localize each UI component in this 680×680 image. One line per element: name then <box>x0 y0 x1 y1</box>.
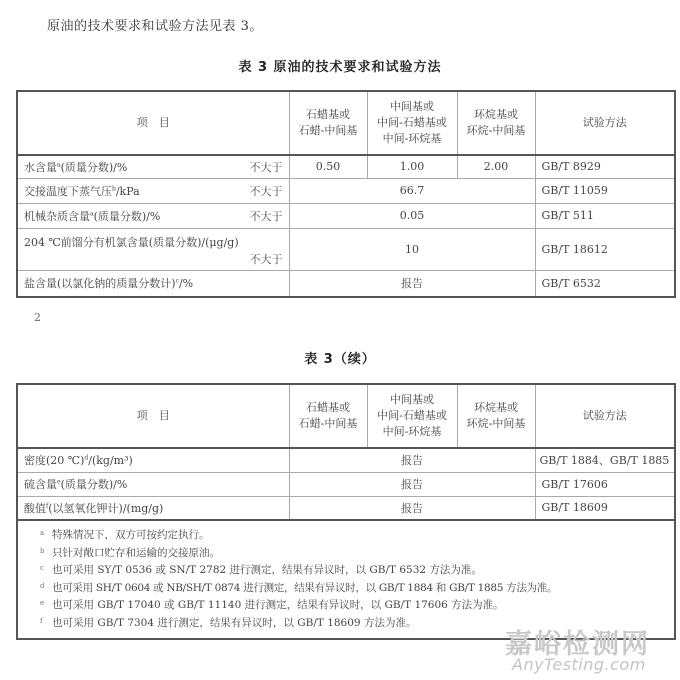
header-naphthenic: 环烷基或 环烷-中间基 <box>457 91 535 155</box>
requirements-table <box>16 90 676 298</box>
value-cell: 10 <box>289 228 535 270</box>
header-item: 项 目 <box>17 91 289 155</box>
header-intermediate: 中间基或 中间-石蜡基或 中间-环烷基 <box>367 91 457 155</box>
page-number: 2 <box>34 311 41 324</box>
method-cell: GB/T 1884、GB/T 1885 <box>535 448 675 472</box>
value-cell: 0.05 <box>289 203 535 228</box>
value-cell: 报告 <box>289 270 535 297</box>
header-item: 项 目 <box>17 384 289 448</box>
header-method: 试验方法 <box>535 91 675 155</box>
table-row <box>17 270 675 297</box>
watermark-en: AnyTesting.com <box>512 655 646 674</box>
table-row <box>17 178 675 203</box>
table-row <box>17 496 675 520</box>
table-header-row <box>17 384 675 448</box>
table-row <box>17 472 675 496</box>
header-naphthenic: 环烷基或 环烷-中间基 <box>457 384 535 448</box>
value-cell: 1.00 <box>367 155 457 178</box>
item-cell: 204 ℃前馏分有机氯含量(质量分数)/(μg/g) 不大于 <box>17 228 289 270</box>
footnote: d 也可采用 SH/T 0604 或 NB/SH/T 0874 进行测定，结果有异议时，以 GB/T 1884 和 GB/T 1885 方法为准。 <box>40 581 558 594</box>
requirements-table-continued <box>16 383 676 640</box>
table-row <box>17 155 675 178</box>
footnote: b 只针对敞口贮存和运输的交接原油。 <box>40 546 220 559</box>
value-cell: 0.50 <box>289 155 367 178</box>
method-cell: GB/T 18609 <box>535 496 675 520</box>
method-cell: GB/T 18612 <box>535 228 675 270</box>
item-cell: 水含量$^a$(质量分数)/% 不大于 <box>17 155 289 178</box>
item-cell: 机械杂质含量$^a$(质量分数)/% 不大于 <box>17 203 289 228</box>
item-cell: 交接温度下蒸气压$^b$/kPa 不大于 <box>17 178 289 203</box>
value-cell: 2.00 <box>457 155 535 178</box>
table-row <box>17 448 675 472</box>
value-cell: 报告 <box>289 496 535 520</box>
header-method: 试验方法 <box>535 384 675 448</box>
header-intermediate: 中间基或 中间-石蜡基或 中间-环烷基 <box>367 384 457 448</box>
method-cell: GB/T 17606 <box>535 472 675 496</box>
footnote: e 也可采用 GB/T 17040 或 GB/T 11140 进行测定，结果有异议时，以 GB/T 17606 方法为准。 <box>40 599 504 611</box>
footnote: f 也可采用 GB/T 7304 进行测定，结果有异议时，以 GB/T 18609 方法为准。 <box>40 616 417 629</box>
header-paraffin: 石蜡基或 石蜡-中间基 <box>289 384 367 448</box>
watermark-cn: 嘉峪检测网 <box>505 629 650 660</box>
method-cell: GB/T 6532 <box>535 270 675 297</box>
method-cell: GB/T 11059 <box>535 178 675 203</box>
item-cell: 硫含量$^e$(质量分数)/% <box>17 472 289 496</box>
item-cell: 酸值$^f$(以氢氧化钾计)/(mg/g) <box>17 496 289 520</box>
value-cell: 报告 <box>289 472 535 496</box>
footnote: c 也可采用 SY/T 0536 或 SN/T 2782 进行测定，结果有异议时，以 GB/T 6532 方法为准。 <box>40 564 482 576</box>
table-row <box>17 203 675 228</box>
method-cell: GB/T 8929 <box>535 155 675 178</box>
header-paraffin: 石蜡基或 石蜡-中间基 <box>289 91 367 155</box>
table-header-row <box>17 91 675 155</box>
intro-paragraph: 原油的技术要求和试验方法见表 3。 <box>47 19 263 34</box>
table-continued-caption: 表 3（续） <box>304 352 376 367</box>
table-caption: 表 3 原油的技术要求和试验方法 <box>238 60 442 75</box>
item-cell: 盐含量(以氯化钠的质量分数计)$^c$/% <box>17 270 289 297</box>
footnote: a 特殊情况下，双方可按约定执行。 <box>40 529 210 541</box>
value-cell: 66.7 <box>289 178 535 203</box>
item-cell: 密度(20 ℃)$^d$/(kg/m³) <box>17 448 289 472</box>
table-row <box>17 228 675 270</box>
value-cell: 报告 <box>289 448 535 472</box>
method-cell: GB/T 511 <box>535 203 675 228</box>
